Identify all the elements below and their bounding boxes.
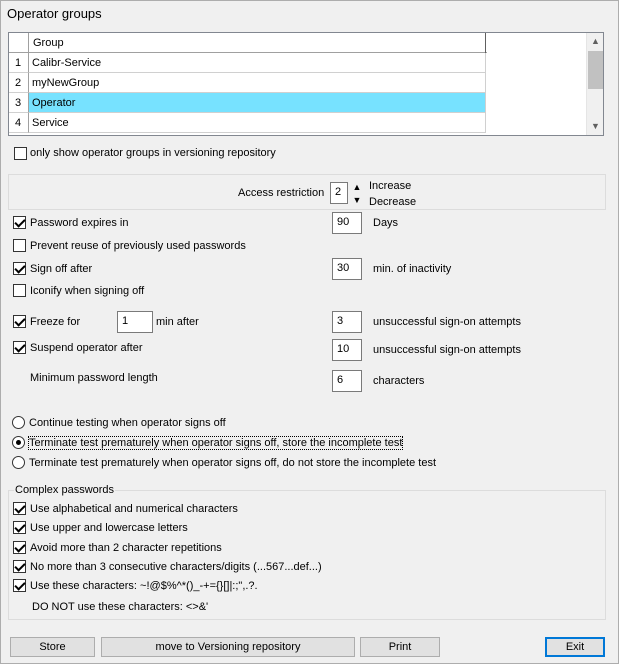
table-row-selected[interactable] bbox=[9, 93, 487, 113]
table-row[interactable] bbox=[9, 53, 487, 73]
sign-off-label: Sign off after bbox=[30, 263, 93, 275]
increase-arrow-icon[interactable]: ▲ bbox=[352, 182, 362, 192]
complex-consecutive-label: No more than 3 consecutive characters/digits (...567...def...) bbox=[30, 561, 322, 573]
complex-characters-checkbox[interactable] bbox=[13, 579, 26, 592]
radio-terminate-discard[interactable] bbox=[12, 456, 25, 469]
radio-continue-testing-label[interactable]: Continue testing when operator signs off bbox=[29, 417, 226, 429]
group-cell[interactable]: Operator bbox=[29, 93, 486, 113]
complex-repetitions-label: Avoid more than 2 character repetitions bbox=[30, 542, 222, 554]
radio-terminate-discard-label[interactable]: Terminate test prematurely when operator signs off, do not store the incomplete test bbox=[29, 457, 437, 469]
window-title: Operator groups bbox=[7, 6, 102, 21]
radio-terminate-store-label[interactable]: Terminate test prematurely when operator signs off, store the incomplete test bbox=[29, 437, 403, 449]
row-number: 2 bbox=[9, 73, 29, 93]
freeze-minutes-input[interactable]: 1 bbox=[117, 311, 153, 333]
scroll-thumb[interactable] bbox=[588, 51, 603, 89]
sign-off-unit: min. of inactivity bbox=[373, 263, 452, 275]
group-cell[interactable]: Calibr-Service bbox=[29, 53, 486, 73]
row-number: 3 bbox=[9, 93, 29, 113]
suspend-attempts-input[interactable]: 10 bbox=[332, 339, 362, 361]
access-restriction-input[interactable]: 2 bbox=[330, 182, 348, 204]
complex-alphanumeric-label: Use alphabetical and numerical characters bbox=[30, 503, 238, 515]
grid-corner bbox=[9, 33, 29, 53]
prevent-reuse-checkbox[interactable] bbox=[13, 239, 26, 252]
scroll-up-icon[interactable]: ▲ bbox=[591, 36, 600, 46]
prevent-reuse-label: Prevent reuse of previously used passwords bbox=[30, 240, 246, 252]
complex-passwords-title: Complex passwords bbox=[15, 484, 115, 496]
suspend-label: Suspend operator after bbox=[30, 342, 143, 354]
radio-terminate-store[interactable] bbox=[12, 436, 25, 449]
password-expires-checkbox[interactable] bbox=[13, 216, 26, 229]
suspend-checkbox[interactable] bbox=[13, 341, 26, 354]
grid-scrollbar[interactable] bbox=[586, 33, 603, 135]
operator-groups-grid[interactable] bbox=[8, 32, 604, 136]
access-restriction-label: Access restriction bbox=[238, 187, 325, 199]
store-button[interactable]: Store bbox=[10, 637, 95, 657]
row-number: 4 bbox=[9, 113, 29, 133]
exit-button[interactable]: Exit bbox=[545, 637, 605, 657]
complex-consecutive-checkbox[interactable] bbox=[13, 560, 26, 573]
decrease-arrow-icon[interactable]: ▼ bbox=[352, 195, 362, 205]
print-button[interactable]: Print bbox=[360, 637, 440, 657]
freeze-checkbox[interactable] bbox=[13, 315, 26, 328]
sign-off-checkbox[interactable] bbox=[13, 262, 26, 275]
group-cell[interactable]: myNewGroup bbox=[29, 73, 486, 93]
table-row[interactable] bbox=[9, 113, 487, 133]
decrease-label[interactable]: Decrease bbox=[369, 196, 417, 208]
iconify-label: Iconify when signing off bbox=[30, 285, 145, 297]
complex-case-label: Use upper and lowercase letters bbox=[30, 522, 188, 534]
min-length-unit: characters bbox=[373, 375, 425, 387]
versioning-filter-label: only show operator groups in versioning repository bbox=[30, 147, 276, 159]
freeze-attempts-label: unsuccessful sign-on attempts bbox=[373, 316, 521, 328]
column-header-group[interactable]: Group bbox=[29, 33, 486, 53]
complex-characters-label: Use these characters: ~!@$%^*()_-+={}[]|:;",.?. bbox=[30, 580, 258, 592]
freeze-min-label: min after bbox=[156, 316, 199, 328]
password-expires-unit: Days bbox=[373, 217, 399, 229]
freeze-label: Freeze for bbox=[30, 316, 81, 328]
forbidden-characters-label: DO NOT use these characters: <>&' bbox=[32, 601, 209, 613]
min-length-label: Minimum password length bbox=[30, 372, 158, 384]
table-row[interactable] bbox=[9, 73, 487, 93]
iconify-checkbox[interactable] bbox=[13, 284, 26, 297]
complex-alphanumeric-checkbox[interactable] bbox=[13, 502, 26, 515]
complex-case-checkbox[interactable] bbox=[13, 521, 26, 534]
row-number: 1 bbox=[9, 53, 29, 73]
freeze-attempts-input[interactable]: 3 bbox=[332, 311, 362, 333]
complex-repetitions-checkbox[interactable] bbox=[13, 541, 26, 554]
suspend-attempts-label: unsuccessful sign-on attempts bbox=[373, 344, 521, 356]
scroll-down-icon[interactable]: ▼ bbox=[591, 121, 600, 131]
min-length-input[interactable]: 6 bbox=[332, 370, 362, 392]
increase-label[interactable]: Increase bbox=[369, 180, 412, 192]
radio-continue-testing[interactable] bbox=[12, 416, 25, 429]
move-to-versioning-button[interactable]: move to Versioning repository bbox=[101, 637, 355, 657]
password-expires-label: Password expires in bbox=[30, 217, 129, 229]
group-cell[interactable]: Service bbox=[29, 113, 486, 133]
grid-header bbox=[9, 33, 487, 53]
versioning-filter-checkbox[interactable] bbox=[14, 147, 27, 160]
password-expires-days-input[interactable]: 90 bbox=[332, 212, 362, 234]
sign-off-minutes-input[interactable]: 30 bbox=[332, 258, 362, 280]
